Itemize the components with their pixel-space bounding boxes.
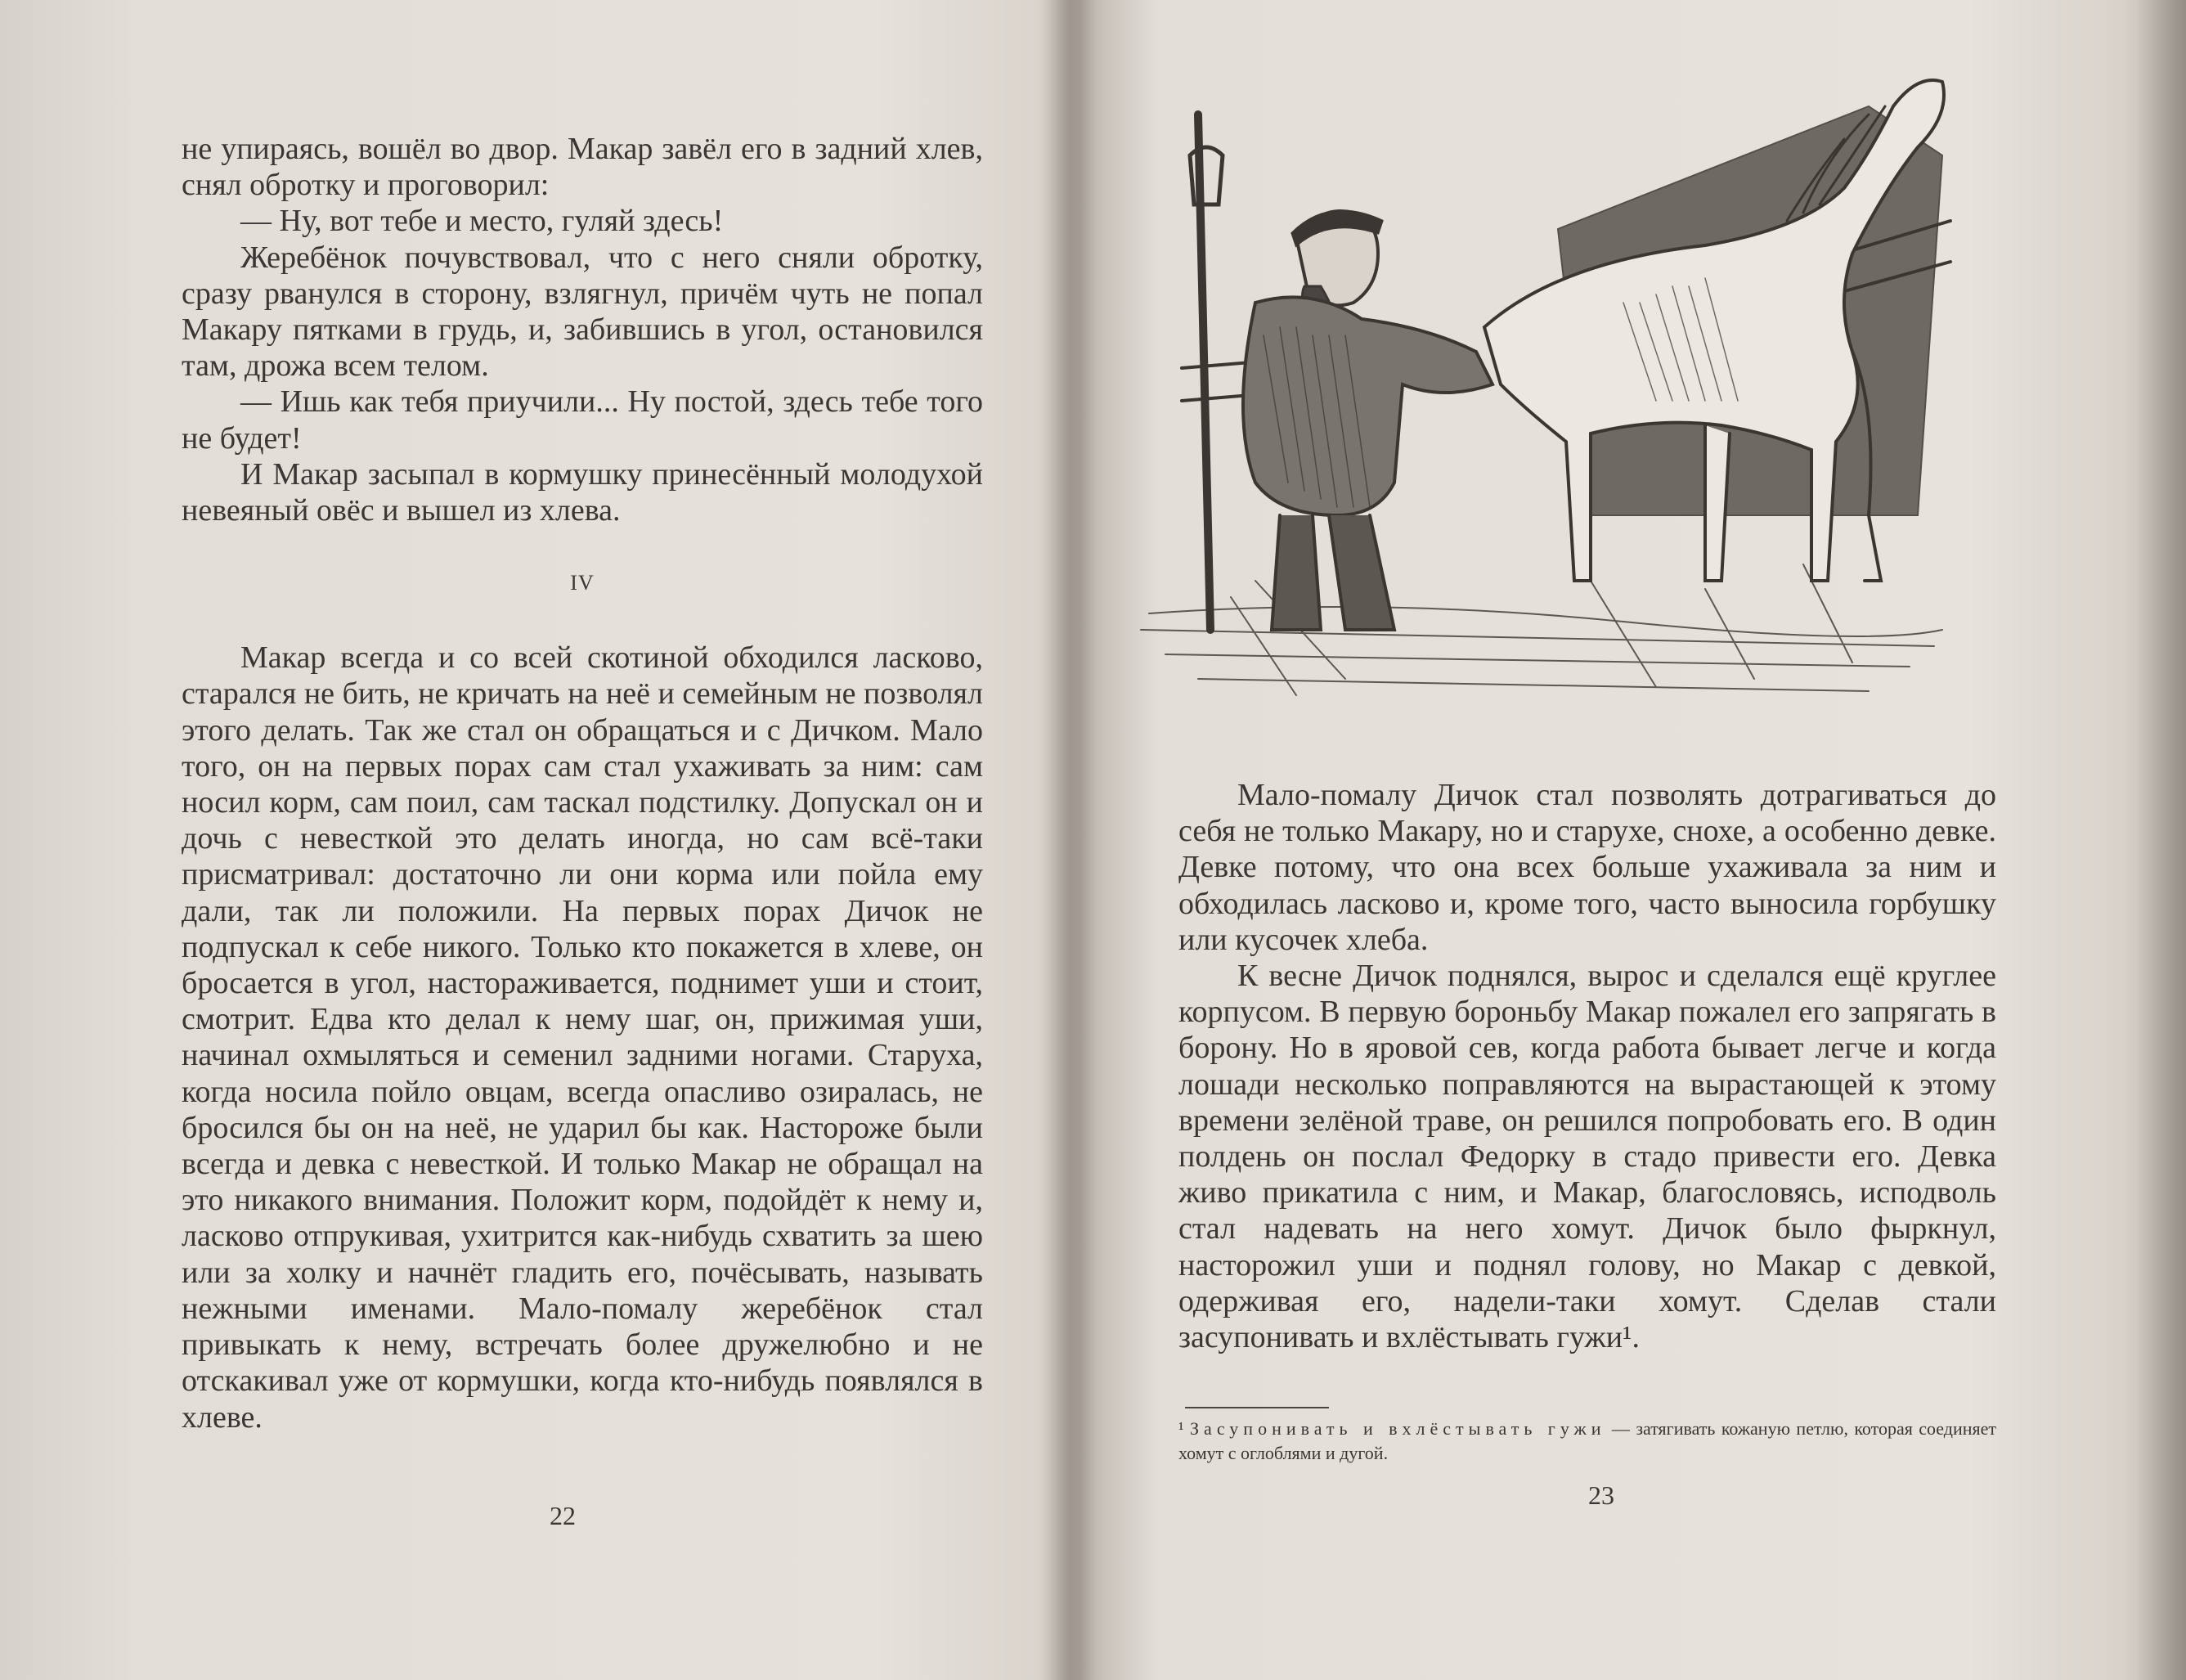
footnote-definition: — затягивать кожаную петлю, которая соединяет хомут с оглоблями и дугой. <box>1178 1418 1997 1463</box>
gutter-shadow <box>1039 0 1096 1680</box>
chapter-heading: IV <box>570 571 595 595</box>
page-number-left: 22 <box>550 1501 576 1530</box>
footnote-marker: ¹ <box>1178 1418 1184 1439</box>
paragraph: Жеребёнок почувствовал, что с него сняли обротку, сразу рванулся в сторону, взлягнул, причём чуть не попал Макару пятками в грудь, и, забившись в угол, остановился там, дрожа всем телом. <box>182 240 983 384</box>
right-text-block <box>1178 777 1996 1355</box>
page-edge-shadow <box>2137 0 2186 1680</box>
left-text-block <box>182 131 983 1435</box>
paragraph: Макар всегда и со всей скотиной обходился ласково, старался не бить, не кричать на неё и семейным не позволял этого делать. Так же стал он обращаться и с Дичком. Мало того, он на первых порах сам стал ухаживать за ним: сам носил корм, сам поил, сам таскал подстилку. Допускал он и дочь с невесткой это делать иногда, но сам всё-таки присматривал: достаточно ли они корма или пойла ему дали, так ли положили. На первых порах Дичок не подпускал к себе никого. Только кто покажется в хлеве, он бросается в угол, настораживается, поднимет уши и стоит, смотрит. Едва кто делал к нему шаг, он, прижимая уши, начинал охмыляться и семенил задними ногами. Старуха, когда носила пойло овцам, всегда опасливо озиралась, не бросился бы он на неё, не ударил бы как. Настороже были всегда и девка с невесткой. И только Макар не обращал на это никакого внимания. Положит корм, подойдёт к нему и, ласково отпрукивая, ухитрится как-нибудь схватить за шею или за холку и начнёт гладить его, почёсывать, называть нежными именами. Мало-помалу жеребёнок стал привыкать к нему, встречать более дружелюбно и не отскакивал уже от кормушки, когда кто-нибудь появлялся в хлеве. <box>182 640 983 1435</box>
right-page <box>1067 0 2186 1680</box>
footnote-term: Засупонивать и вхлёстывать гужи <box>1190 1418 1606 1439</box>
paragraph: не упираясь, вошёл во двор. Макар завёл его в задний хлев, снял обротку и проговорил: <box>182 132 983 203</box>
footnote <box>1178 1417 1996 1466</box>
paragraph: — Ну, вот тебе и место, гуляй здесь! <box>240 204 724 239</box>
paragraph: Мало-помалу Дичок стал позволять дотрагиваться до себя не только Макару, но и старухе, снохе, а особенно девке. Девке потому, что она всех больше ухаживала за ним и обходилась ласково и, кроме того, часто выносила горбушку или кусочек хлеба. <box>1178 778 1996 957</box>
paragraph: К весне Дичок поднялся, вырос и сделался ещё круглее корпусом. В первую бороньбу Макар пожалел его запрягать в борону. Но в яровой сев, когда работа бывает легче и когда лошади несколько поправляются на вырастающей к этому времени зелёной траве, он решился попробовать его. В один полдень он послал Федорку в стадо привести его. Девка живо прикатила с ним, и Макар, благословясь, исподволь стал надевать на него хомут. Дичок было фыркнул, насторожил уши и поднял голову, но Макар с девкой, одерживая его, надели-таки хомут. Сделав стали засупонивать и вхлёстывать гужи¹. <box>1178 959 1996 1355</box>
left-page <box>0 0 1059 1680</box>
footnote-divider <box>1185 1407 1329 1408</box>
paragraph: — Ишь как тебя приучили... Ну постой, здесь тебе того не будет! <box>182 384 983 456</box>
paragraph: И Макар засыпал в кормушку принесённый молодухой невеяный овёс и вышел из хлева. <box>182 456 983 528</box>
page-number-right: 23 <box>1588 1480 1614 1510</box>
man-with-foal-illustration-icon <box>1133 57 1959 712</box>
